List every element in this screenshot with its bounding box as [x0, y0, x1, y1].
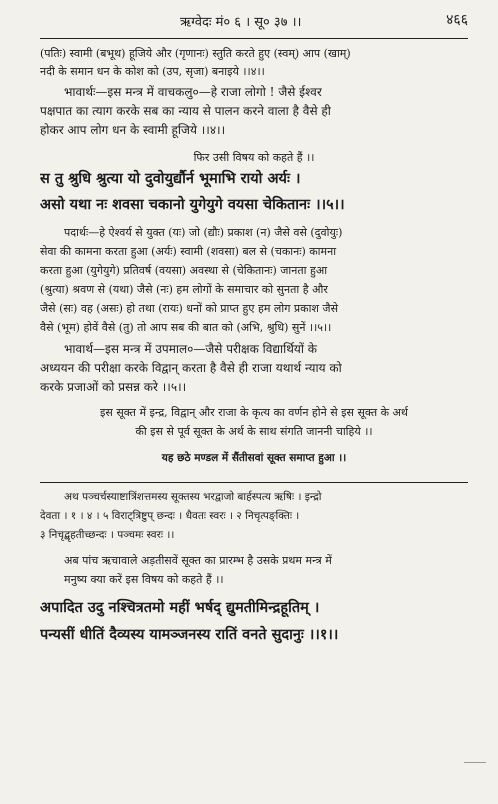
text-line: सेवा की कामना करता हुआ (अर्यः) स्वामी (शवसा) बल से (चकानः) कामना — [40, 245, 337, 258]
text-line: भावार्थ—इस मन्त्र में उपमाल०—जैसे परीक्षक विद्यार्थियों के — [64, 342, 317, 356]
section-intro: अब पांच ऋचावाले अड़तीसवें सूक्त का प्रारम्भ है उसके प्रथम मन्त्र में — [64, 554, 332, 567]
text-line: करके प्रजाओं को प्रसन्न करे ।।५।। — [40, 380, 187, 394]
text-line: होकर आप लोग धन के स्वामी हूजिये ।।४।। — [40, 123, 226, 137]
mantra-line: पन्यसीं धीतिं दैव्यस्य यामञ्जनस्य रातिं वनते सुदानुः ।।१।। — [40, 626, 339, 643]
summary-line: की इस से पूर्व सूक्त के अर्थ के साथ संगति जाननी चाहिये ।। — [135, 425, 373, 438]
section-intro: मनुष्य क्या करें इस विषय को कहते हैं ।। — [64, 573, 224, 586]
text-line: करता हुआ (युगेयुगे) प्रतिवर्ष (वयसा) अवस्था से (चेकितानः) जानता हुआ — [40, 264, 328, 277]
mantra-line: अपादित उदु नश्चित्रतमो महीं भर्षद् द्युमतीमिन्द्रहूतिम् । — [40, 599, 320, 616]
text-line: जैसे (सः) वह (असः) हो तथा (रायः) धनों को प्राप्त हुए हम लोग प्रकाश जैसे — [40, 302, 339, 315]
text-line: (पतिः) स्वामी (बभूथ) हूजिये और (गृणानः) स्तुति करते हुए (स्वम्) आप (खाम्) — [40, 47, 351, 60]
rishi-line: ३ निचृद्बृहतीच्छन्दः । पञ्चमः स्वरः ।। — [40, 529, 175, 541]
sukta-end-line: यह छठे मण्डल में सैंतीसवां सूक्त समाप्त हुआ ।। — [161, 452, 347, 464]
page-header — [40, 10, 468, 32]
summary-line: इस सूक्त में इन्द्र, विद्वान् और राजा के कृत्य का वर्णन होने से इस सूक्त के अर्थ — [100, 406, 408, 419]
page-number: ४६६ — [446, 12, 468, 28]
text-line: भावार्थः—इस मन्त्र में वाचकलु०—हे राजा लोगो ! जैसे ईश्वर — [64, 85, 322, 99]
mantra-line: स तु श्रुधि श्रुत्या यो दुवोयुर्द्यौर्न भूमाभि रायो अर्यः । — [40, 170, 301, 187]
running-title: ऋग्वेदः मं० ६ । सू० ३७ ।। — [180, 15, 302, 30]
text-line: वैसे (भूम) होवें वैसे (तु) तो आप सब की बात को (अभि, श्रुधि) सुनें ।।५।। — [40, 321, 332, 334]
section-intro: फिर उसी विषय को कहते हैं ।। — [193, 151, 315, 164]
scan-mark — [464, 762, 486, 764]
mantra-line: असो यथा नः शवसा चकानो युगेयुगे वयसा चेकितानः ।।५।। — [40, 196, 345, 213]
section-rule — [40, 482, 468, 483]
text-line: पक्षपात का त्याग करके सब का न्याय से पालन करने वाला है वैसे ही — [40, 104, 331, 118]
header-rule — [40, 38, 468, 39]
rishi-line: अथ पञ्चर्चस्याष्टात्रिंशत्तमस्य सूक्तस्य भरद्वाजो बार्हस्पत्य ऋषिः । इन्द्रो — [64, 491, 322, 503]
text-line: (श्रुत्या) श्रवण से (यथा) जैसे (नः) हम लोगों के समाचार को सुनता है और — [40, 283, 328, 296]
text-line: अध्ययन की परीक्षा करके विद्वान् करता है वैसे ही राजा यथार्थ न्याय को — [40, 361, 342, 375]
rishi-line: देवता । १ । ४ । ५ विराट्त्रिष्टुप् छन्दः । धैवतः स्वरः । २ निचृत्पङ्क्तिः । — [40, 510, 300, 522]
text-line: पदार्थः—हे ऐश्वर्य से युक्त (यः) जो (द्यौः) प्रकाश (न) जैसे वसे (दुवोयुः) — [64, 226, 343, 239]
text-line: नदी के समान धन के कोश को (उप, सृजा) बनाइये ।।४।। — [40, 65, 265, 78]
